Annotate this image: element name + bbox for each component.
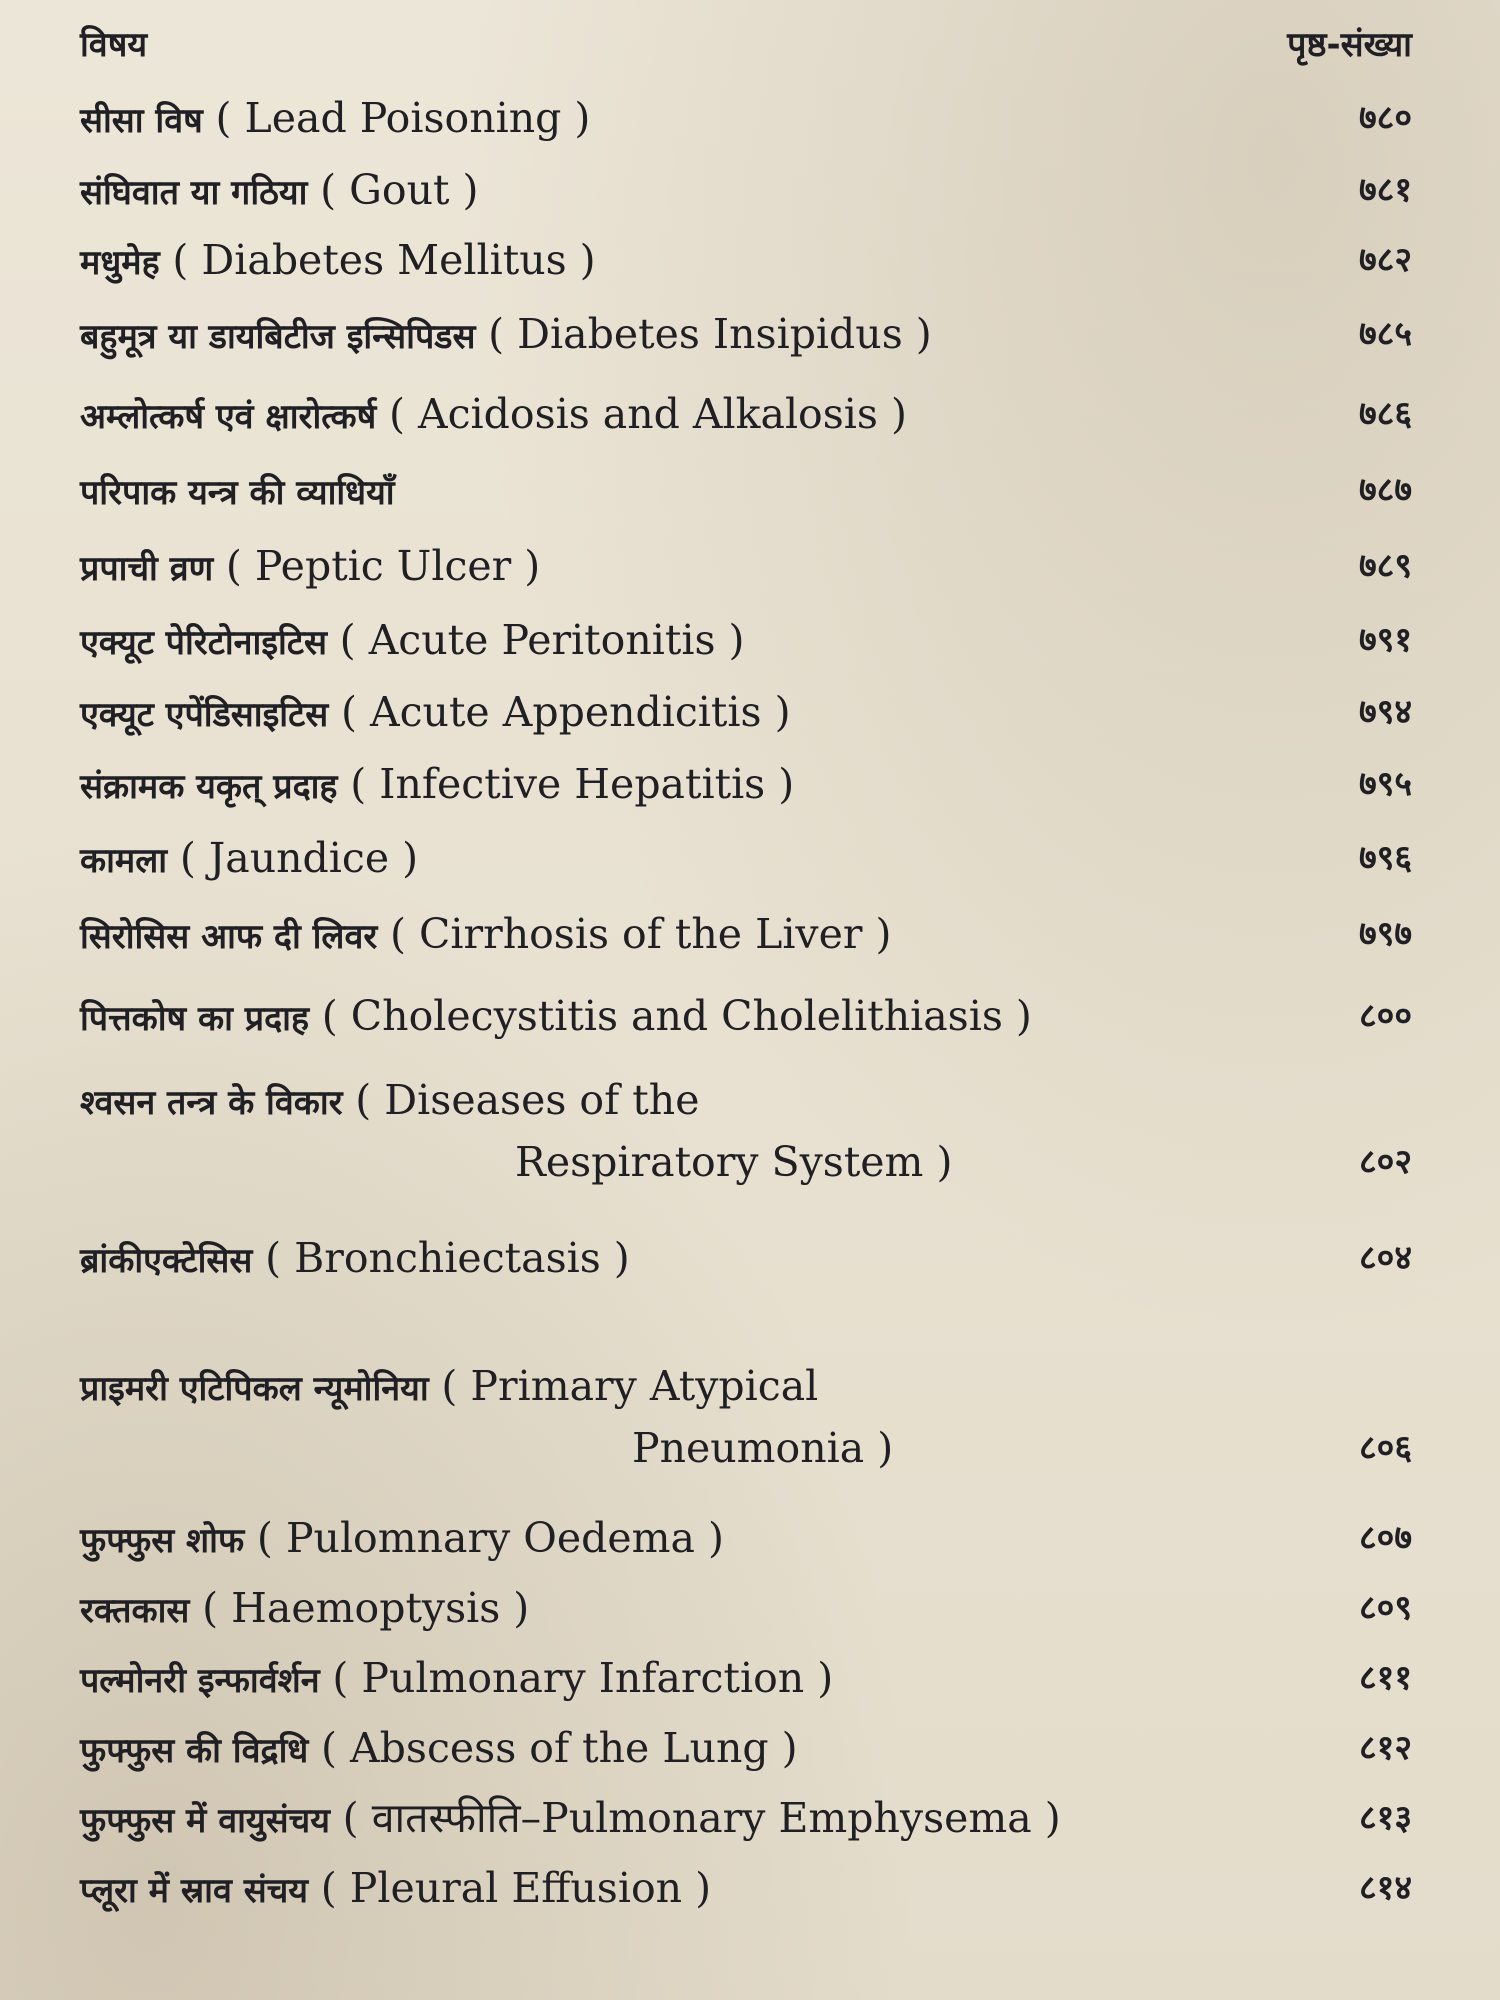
entry-english-title: ( Diseases of the (355, 1076, 700, 1124)
toc-entry (80, 682, 1420, 742)
entry-english-title-continued: Respiratory System ) (515, 1138, 953, 1186)
entry-hindi-title: प्रपाची व्रण (80, 549, 214, 589)
entry-english-title: ( Cholecystitis and Cholelithiasis ) (321, 992, 1032, 1040)
entry-page-number: ८१४ (1358, 1868, 1412, 1908)
entry-page-number: ८०२ (1358, 1142, 1412, 1182)
toc-entry (80, 986, 1420, 1046)
entry-hindi-title: सीसा विष (80, 101, 203, 141)
toc-entry (80, 88, 1420, 148)
toc-entry (80, 384, 1420, 444)
entry-english-title: ( Bronchiectasis ) (265, 1234, 630, 1282)
entry-page-number: ७९६ (1358, 838, 1412, 878)
page-number-column-label: पृष्ठ-संख्या (1287, 25, 1412, 65)
entry-hindi-title: रक्तकास (80, 1591, 190, 1631)
entry-hindi-title: बहुमूत्र या डायबिटीज इन्सिपिडस (80, 317, 476, 357)
entry-hindi-title: अम्लोत्कर्ष एवं क्षारोत्कर्ष (80, 397, 377, 437)
entry-english-title: ( Acute Peritonitis ) (339, 616, 745, 664)
toc-entry (80, 1356, 1420, 1480)
entry-hindi-title: संक्रामक यकृत् प्रदाह (80, 767, 338, 807)
entry-page-number: ७९१ (1358, 620, 1412, 660)
entry-page-number: ७८९ (1358, 546, 1412, 586)
topic-column-label: विषय (80, 25, 148, 65)
entry-english-title: ( Abscess of the Lung ) (321, 1724, 798, 1772)
entry-page-number: ८१३ (1358, 1798, 1412, 1838)
toc-entry (80, 1508, 1420, 1568)
entry-page-number: ८०० (1358, 996, 1412, 1036)
toc-entry (80, 160, 1420, 220)
entry-page-number: ८०४ (1358, 1238, 1412, 1278)
entry-page-number: ८०६ (1358, 1428, 1412, 1468)
entry-hindi-title: कामला (80, 841, 168, 881)
entry-hindi-title: श्वसन तन्त्र के विकार (80, 1083, 343, 1123)
entry-hindi-title: एक्यूट पेरिटोनाइटिस (80, 623, 327, 663)
entry-hindi-title: परिपाक यन्त्र की व्याधियाँ (80, 473, 395, 513)
entry-english-title: ( वातस्फीति–Pulmonary Emphysema ) (342, 1794, 1061, 1842)
entry-hindi-title: फुफ्फुस की विद्रधि (80, 1731, 309, 1771)
entry-hindi-title: एक्यूट एपेंडिसाइटिस (80, 695, 329, 735)
entry-page-number: ८११ (1358, 1658, 1412, 1698)
entry-english-title: ( Acidosis and Alkalosis ) (388, 390, 907, 438)
entry-english-title: ( Acute Appendicitis ) (340, 688, 791, 736)
toc-entry (80, 304, 1420, 364)
toc-entry (80, 754, 1420, 814)
entry-page-number: ७८१ (1358, 170, 1412, 210)
entry-hindi-title: फुफ्फुस में वायुसंचय (80, 1801, 330, 1841)
entry-page-number: ७९७ (1358, 914, 1412, 954)
entry-english-title: ( Haemoptysis ) (202, 1584, 530, 1632)
entry-english-title-continued: Pneumonia ) (632, 1424, 894, 1472)
entry-hindi-title: प्राइमरी एटिपिकल न्यूमोनिया (80, 1369, 429, 1409)
entry-english-title: ( Primary Atypical (441, 1362, 819, 1410)
entry-english-title: ( Pulmonary Infarction ) (332, 1654, 834, 1702)
column-header (80, 14, 1412, 68)
toc-entry (80, 536, 1420, 596)
toc-entry (80, 1788, 1420, 1848)
toc-entry (80, 610, 1420, 670)
toc-entry (80, 1648, 1420, 1708)
entry-hindi-title: सिरोसिस आफ दी लिवर (80, 917, 378, 957)
entry-page-number: ७८५ (1358, 314, 1412, 354)
entry-page-number: ७८२ (1358, 240, 1412, 280)
entry-english-title: ( Diabetes Mellitus ) (172, 236, 596, 284)
entry-english-title: ( Infective Hepatitis ) (350, 760, 795, 808)
entry-hindi-title: मधुमेह (80, 243, 160, 283)
entry-english-title: ( Pleural Effusion ) (320, 1864, 712, 1912)
entry-hindi-title: पित्तकोष का प्रदाह (80, 999, 310, 1039)
toc-entry (80, 828, 1420, 888)
entry-english-title: ( Jaundice ) (179, 834, 419, 882)
entry-page-number: ७८० (1358, 98, 1412, 138)
toc-entry (80, 230, 1420, 290)
toc-entry (80, 1858, 1420, 1918)
entry-english-title: ( Cirrhosis of the Liver ) (390, 910, 892, 958)
entry-page-number: ७८६ (1358, 394, 1412, 434)
toc-entry (80, 460, 1420, 520)
entry-page-number: ७८७ (1358, 470, 1412, 510)
entry-page-number: ८०७ (1358, 1518, 1412, 1558)
toc-entry (80, 904, 1420, 964)
entry-hindi-title: संघिवात या गठिया (80, 173, 308, 213)
entry-page-number: ८१२ (1358, 1728, 1412, 1768)
entry-hindi-title: पल्मोनरी इन्फार्वर्शन (80, 1661, 320, 1701)
entry-hindi-title: प्लूरा में स्राव संचय (80, 1871, 309, 1911)
entry-page-number: ७९५ (1358, 764, 1412, 804)
entry-page-number: ८०९ (1358, 1588, 1412, 1628)
toc-entry (80, 1578, 1420, 1638)
entry-english-title: ( Peptic Ulcer ) (225, 542, 541, 590)
entry-hindi-title: ब्रांकीएक्टेसिस (80, 1241, 253, 1281)
entry-english-title: ( Gout ) (320, 166, 479, 214)
toc-entry (80, 1718, 1420, 1778)
entry-page-number: ७९४ (1358, 692, 1412, 732)
toc-entry (80, 1228, 1420, 1288)
entry-english-title: ( Pulomnary Oedema ) (256, 1514, 724, 1562)
entry-hindi-title: फुफ्फुस शोफ (80, 1521, 245, 1561)
entry-english-title: ( Lead Poisoning ) (215, 94, 591, 142)
toc-entry (80, 1070, 1420, 1194)
entry-english-title: ( Diabetes Insipidus ) (488, 310, 932, 358)
